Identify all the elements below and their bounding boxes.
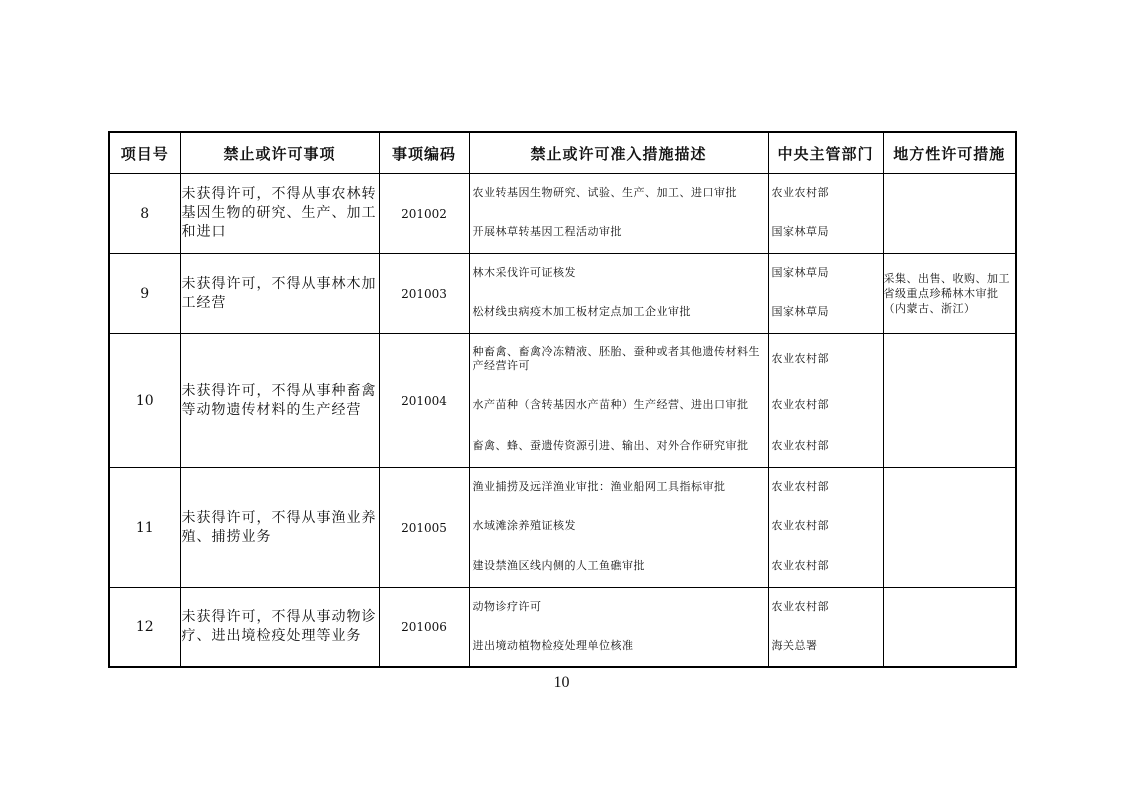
measure-text: 水域滩涂养殖证核发 — [472, 519, 576, 532]
item-number: 8 — [109, 174, 180, 254]
measures-cell — [469, 588, 768, 667]
measures-cell — [469, 174, 768, 254]
measure-text: 渔业捕捞及远洋渔业审批：渔业船网工具指标审批 — [472, 480, 726, 493]
department-text: 国家林草局 — [771, 266, 829, 279]
item-description — [180, 334, 379, 468]
department-text: 农业农村部 — [771, 352, 829, 365]
measure-text: 松材线虫病疫木加工板材定点加工企业审批 — [472, 305, 691, 318]
measure-text: 动物诊疗许可 — [472, 600, 542, 613]
measures-cell — [469, 254, 768, 334]
item-code: 201004 — [379, 334, 469, 468]
market-access-table — [108, 131, 1017, 668]
header-measures: 禁止或许可准入措施描述 — [469, 132, 768, 174]
item-text: 未获得许可，不得从事农林转基因生物的研究、生产、加工和进口 — [181, 186, 377, 240]
table-row — [109, 334, 1016, 468]
item-text: 未获得许可，不得从事林木加工经营 — [181, 275, 377, 311]
header-item-code: 事项编码 — [379, 132, 469, 174]
page-number: 10 — [553, 674, 570, 691]
local-measure-cell: 采集、出售、收购、加工省级重点珍稀林木审批（内蒙古、浙江） — [883, 254, 1016, 334]
table-row — [109, 588, 1016, 667]
item-text: 未获得许可，不得从事渔业养殖、捕捞业务 — [181, 509, 377, 545]
measure-text: 水产苗种（含转基因水产苗种）生产经营、进出口审批 — [472, 398, 749, 411]
department-text: 农业农村部 — [771, 480, 829, 493]
measure-text: 建设禁渔区线内侧的人工鱼礁审批 — [472, 559, 645, 572]
measures-cell — [469, 334, 768, 468]
department-text: 农业农村部 — [771, 600, 829, 613]
item-code: 201002 — [379, 174, 469, 254]
local-measure-cell — [883, 588, 1016, 667]
item-text: 未获得许可，不得从事种畜禽等动物遗传材料的生产经营 — [181, 382, 377, 418]
table-row — [109, 174, 1016, 254]
item-description — [180, 174, 379, 254]
department-cell — [768, 334, 883, 468]
department-text: 农业农村部 — [771, 398, 829, 411]
measure-text: 进出境动植物检疫处理单位核准 — [472, 638, 634, 652]
department-text: 海关总署 — [771, 638, 818, 652]
item-code: 201005 — [379, 468, 469, 588]
header-item: 禁止或许可事项 — [180, 132, 379, 174]
item-description — [180, 468, 379, 588]
item-code: 201003 — [379, 254, 469, 334]
table-header-row — [109, 132, 1016, 174]
item-description — [180, 254, 379, 334]
item-code: 201006 — [379, 588, 469, 667]
measure-text: 种畜禽、畜禽冷冻精液、胚胎、蚕种或者其他遗传材料生产经营许可 — [472, 345, 760, 372]
department-cell — [768, 468, 883, 588]
item-description — [180, 588, 379, 667]
department-cell — [768, 588, 883, 667]
header-local-measures: 地方性许可措施 — [883, 132, 1016, 174]
measures-cell — [469, 468, 768, 588]
department-text: 国家林草局 — [771, 305, 829, 318]
department-text: 农业农村部 — [771, 439, 829, 452]
item-number: 11 — [109, 468, 180, 588]
measure-text: 开展林草转基因工程活动审批 — [472, 225, 622, 238]
item-number: 9 — [109, 254, 180, 334]
department-text: 农业农村部 — [771, 519, 829, 532]
local-measure-cell — [883, 334, 1016, 468]
measure-text: 林木采伐许可证核发 — [472, 266, 576, 279]
department-text: 农业农村部 — [771, 186, 829, 199]
department-text: 国家林草局 — [771, 225, 829, 238]
department-text: 农业农村部 — [771, 559, 829, 572]
department-cell — [768, 254, 883, 334]
measure-text: 农业转基因生物研究、试验、生产、加工、进口审批 — [472, 186, 737, 199]
item-number: 10 — [109, 334, 180, 468]
measure-text: 畜禽、蜂、蚕遗传资源引进、输出、对外合作研究审批 — [472, 439, 749, 452]
header-item-number: 项目号 — [109, 132, 180, 174]
local-measure-cell — [883, 174, 1016, 254]
department-cell — [768, 174, 883, 254]
local-measure-cell — [883, 468, 1016, 588]
header-central-department: 中央主管部门 — [768, 132, 883, 174]
table-row — [109, 468, 1016, 588]
table-row — [109, 254, 1016, 334]
item-text: 未获得许可，不得从事动物诊疗、进出境检疫处理等业务 — [181, 608, 377, 644]
item-number: 12 — [109, 588, 180, 667]
